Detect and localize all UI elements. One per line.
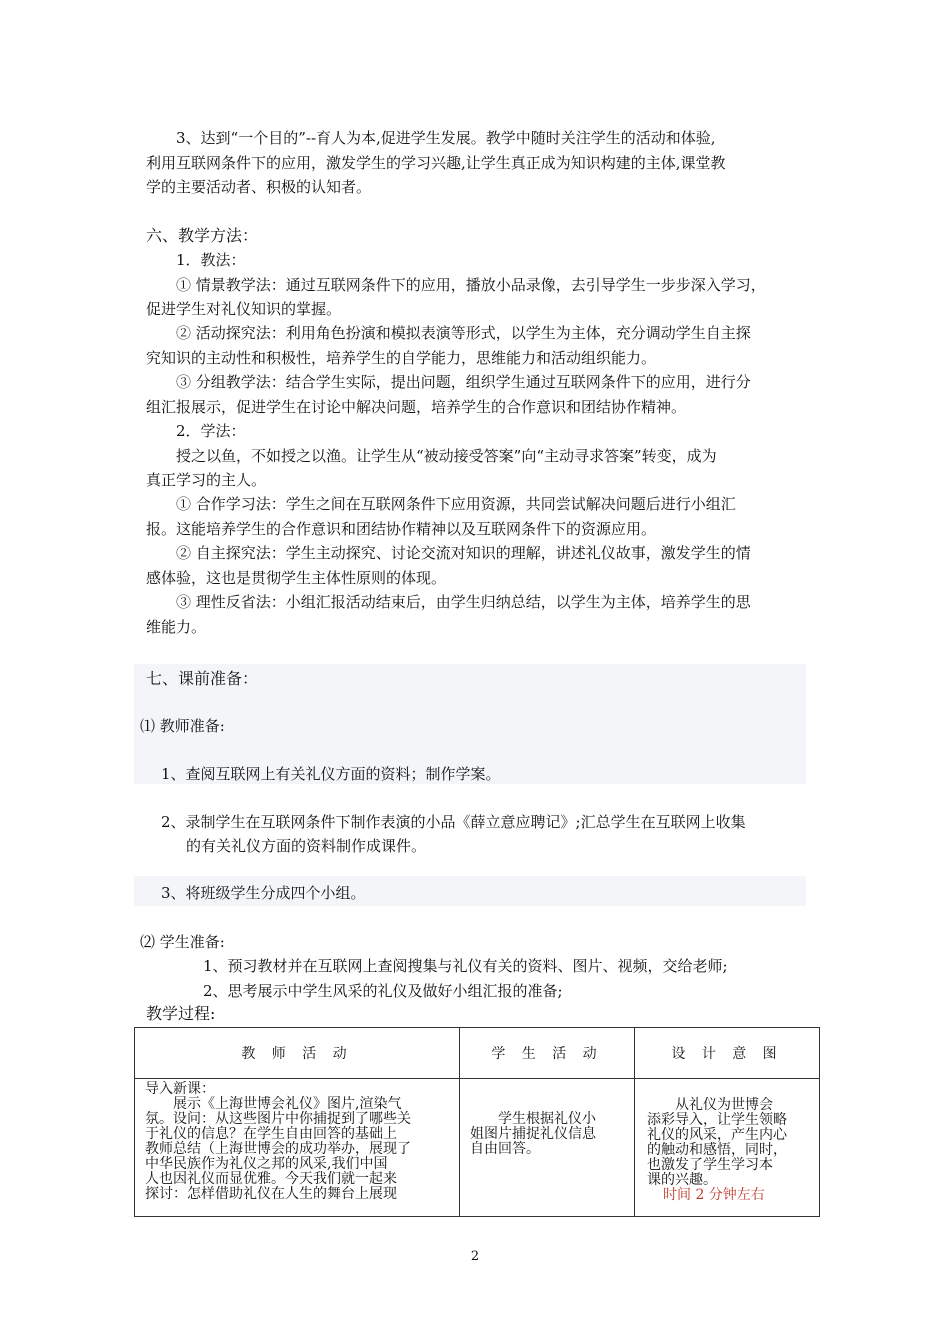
section7-heading: 七、课前准备：: [146, 669, 259, 688]
page-number: 2: [470, 1249, 480, 1264]
learning-line-5: ② 自主探究法：学生主动探究、讨论交流对知识的理解，讲述礼仪故事，激发学生的情: [176, 544, 751, 562]
learning-line-2: 真正学习的主人。: [146, 471, 267, 489]
teacher-activity-line: 氛。设问：从这些图片中你捕捉到了哪些关: [145, 1111, 411, 1127]
learning-title: 2．学法：: [176, 422, 246, 440]
header-design-intent: 设 计 意 图: [635, 1028, 820, 1079]
learning-line-1: 授之以鱼，不如授之以渔。让学生从“被动接受答案”向“主动寻求答案”转变，成为: [176, 447, 717, 465]
learning-line-4: 报。这能培养学生的合作意识和团结协作精神以及互联网条件下的资源应用。: [146, 520, 657, 538]
section6-heading: 六、教学方法：: [146, 226, 259, 245]
teacher-prep-item-1: 1、查阅互联网上有关礼仪方面的资料；制作学案。: [161, 765, 501, 783]
teaching-title: 1．教法：: [176, 251, 246, 269]
learning-line-3: ① 合作学习法：学生之间在互联网条件下应用资源，共同尝试解决问题后进行小组汇: [176, 495, 736, 513]
learning-line-8: 维能力。: [146, 618, 207, 636]
design-intent-line: 也激发了学生学习本: [647, 1157, 773, 1173]
design-intent-line: 从礼仪为世博会: [647, 1097, 773, 1113]
design-intent-line: 的触动和感悟，同时，: [647, 1142, 787, 1158]
time-note: 时间 2 分钟左右: [663, 1187, 765, 1203]
teacher-prep-item-2: 2、录制学生在互联网条件下制作表演的小品《薛立意应聘记》;汇总学生在互联网上收集: [161, 813, 746, 831]
teacher-activity-line: 探讨：怎样借助礼仪在人生的舞台上展现: [145, 1186, 397, 1202]
point3-line-2: 利用互联网条件下的应用，激发学生的学习兴趣,让学生真正成为知识构建的主体,课堂教: [146, 154, 726, 172]
teaching-line-4: 究知识的主动性和积极性，培养学生的自学能力，思维能力和活动组织能力。: [146, 349, 657, 367]
process-table: [134, 1027, 820, 1217]
design-intent-line: 添彩导入，让学生领略: [647, 1112, 787, 1128]
teacher-activity-cell: [135, 1079, 460, 1217]
teacher-activity-line: 导入新课：: [145, 1081, 215, 1097]
header-teacher-activity: 教 师 活 动: [135, 1028, 460, 1079]
design-intent-cell: [635, 1079, 820, 1217]
student-activity-line: 姐图片捕捉礼仪信息: [470, 1126, 596, 1142]
teacher-prep-title: ⑴ 教师准备:: [140, 717, 225, 735]
student-activity-line: 自由回答。: [470, 1141, 540, 1157]
student-prep-item-2: 2、思考展示中学生风采的礼仪及做好小组汇报的准备;: [203, 982, 563, 1000]
process-heading: 教学过程:: [146, 1004, 216, 1023]
teacher-activity-line: 中华民族作为礼仪之邦的风采,我们中国: [145, 1156, 388, 1172]
teacher-prep-item-2-cont: 的有关礼仪方面的资料制作成课件。: [186, 837, 427, 855]
process-table-row: [135, 1079, 820, 1217]
teaching-line-6: 组汇报展示，促进学生在讨论中解决问题，培养学生的合作意识和团结协作精神。: [146, 398, 687, 416]
teaching-line-5: ③ 分组教学法：结合学生实际，提出问题，组织学生通过互联网条件下的应用，进行分: [176, 373, 751, 391]
student-prep-title: ⑵ 学生准备:: [140, 933, 225, 951]
teaching-line-3: ② 活动探究法：利用角色扮演和模拟表演等形式，以学生为主体，充分调动学生自主探: [176, 324, 751, 342]
point3-line-1: 3、达到“一个目的”--育人为本,促进学生发展。教学中随时关注学生的活动和体验,: [176, 129, 716, 147]
design-intent-line: 礼仪的风采，产生内心: [647, 1127, 787, 1143]
teacher-activity-line: 展示《上海世博会礼仪》图片,渲染气: [145, 1096, 402, 1112]
learning-line-7: ③ 理性反省法：小组汇报活动结束后，由学生归纳总结，以学生为主体，培养学生的思: [176, 593, 751, 611]
header-student-activity: 学 生 活 动: [460, 1028, 635, 1079]
learning-line-6: 感体验，这也是贯彻学生主体性原则的体现。: [146, 569, 447, 587]
design-intent-line: 课的兴趣。: [647, 1172, 717, 1188]
teacher-activity-line: 教师总结（上海世博会的成功举办，展现了: [145, 1141, 411, 1157]
teacher-prep-item-3: 3、将班级学生分成四个小组。: [161, 884, 366, 902]
student-activity-line: 学生根据礼仪小: [470, 1111, 596, 1127]
teacher-activity-line: 于礼仪的信息？在学生自由回答的基础上: [145, 1126, 397, 1142]
student-prep-item-1: 1、预习教材并在互联网上查阅搜集与礼仪有关的资料、图片、视频，交给老师;: [203, 957, 728, 975]
teacher-activity-line: 人也因礼仪而显优雅。今天我们就一起来: [145, 1171, 397, 1187]
teaching-line-1: ① 情景教学法：通过互联网条件下的应用，播放小品录像，去引导学生一步步深入学习，: [176, 276, 766, 294]
point3-line-3: 学的主要活动者、积极的认知者。: [146, 178, 372, 196]
process-table-header: [135, 1028, 820, 1079]
teaching-line-2: 促进学生对礼仪知识的掌握。: [146, 300, 342, 318]
student-activity-cell: [460, 1079, 635, 1217]
